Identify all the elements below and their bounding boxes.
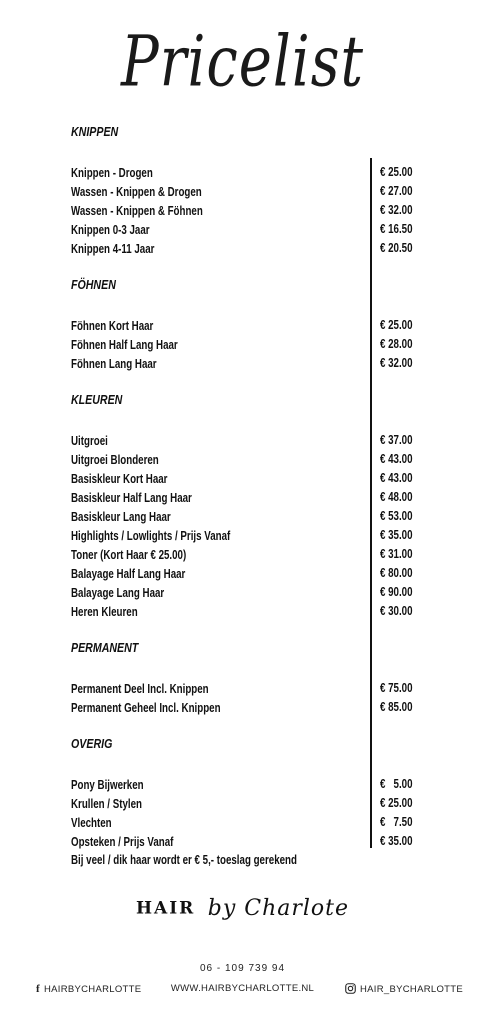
service-price: € 30.00 [380,604,413,618]
service-price: € 27.00 [380,184,413,198]
section-title: OVERIG [71,737,113,751]
facebook-icon: f [36,983,40,995]
facebook-handle: HAIRBYCHARLOTTE [43,984,142,995]
section-title: KLEUREN [71,393,123,407]
service-price: € 20.50 [380,241,413,255]
service-price: € 53.00 [380,509,413,523]
service-price: € 31.00 [380,547,413,561]
section-title: KNIPPEN [71,125,119,139]
service-price: € 25.00 [380,165,413,179]
service-price: € 43.00 [380,471,413,485]
price-row [71,488,431,507]
service-price: € 80.00 [380,566,413,580]
service-price: € 37.00 [380,433,413,447]
service-name: Basiskleur Lang Haar [71,510,171,524]
service-price: € 85.00 [380,700,413,714]
logo-script-text: by Charlote [207,896,350,921]
service-price: € 32.00 [380,203,413,217]
service-name: Permanent Geheel Incl. Knippen [71,701,221,715]
price-row [71,469,431,488]
price-row [71,602,431,621]
price-row [71,201,431,220]
price-row [71,220,431,239]
service-price: € 48.00 [380,490,413,504]
website-link[interactable]: WWW.HAIRBYCHARLOTTE.NL [170,983,315,994]
service-name: Wassen - Knippen & Föhnen [71,204,203,218]
price-row [71,679,431,698]
service-name: Uitgroei [71,434,108,448]
price-row [71,832,431,851]
section-title: FÖHNEN [71,278,116,292]
section-title: PERMANENT [71,641,139,655]
service-name: Föhnen Kort Haar [71,319,154,333]
price-row [71,354,431,373]
price-row [71,507,431,526]
instagram-handle: HAIR_BYCHARLOTTE [360,984,463,995]
service-name: Toner (Kort Haar € 25.00) [71,548,187,562]
service-name: Knippen 4-11 Jaar [71,242,155,256]
logo-hair-text: HAIR [135,898,196,919]
service-price: € 43.00 [380,452,413,466]
price-row [71,583,431,602]
service-name: Permanent Deel Incl. Knippen [71,682,209,696]
service-price: € 7.50 [380,815,413,829]
service-name: Vlechten [71,816,112,830]
footer [0,983,485,997]
section-overig [71,736,431,851]
price-row [71,775,431,794]
price-row [71,813,431,832]
service-name: Krullen / Stylen [71,797,142,811]
service-name: Highlights / Lowlights / Prijs Vanaf [71,529,231,543]
service-name: Föhnen Lang Haar [71,357,157,371]
price-row [71,335,431,354]
service-price: € 16.50 [380,222,413,236]
instagram-link[interactable] [345,983,463,995]
service-name: Knippen 0-3 Jaar [71,223,150,237]
price-row [71,163,431,182]
service-price: € 75.00 [380,681,413,695]
service-name: Föhnen Half Lang Haar [71,338,178,352]
service-name: Wassen - Knippen & Drogen [71,185,202,199]
service-price: € 90.00 [380,585,413,599]
price-row [71,545,431,564]
service-name: Opsteken / Prijs Vanaf [71,835,174,849]
surcharge-note: Bij veel / dik haar wordt er € 5,- toeslag gerekend [71,853,297,867]
brand-logo [0,896,485,932]
price-row [71,239,431,258]
service-name: Knippen - Drogen [71,166,153,180]
service-price: € 5.00 [380,777,413,791]
service-price: € 25.00 [380,796,413,810]
section-permanent [71,640,431,717]
service-price: € 28.00 [380,337,413,351]
service-name: Pony Bijwerken [71,778,144,792]
service-price: € 35.00 [380,834,413,848]
price-list [71,124,431,870]
section-föhnen [71,277,431,373]
price-row [71,526,431,545]
price-row [71,698,431,717]
service-price: € 35.00 [380,528,413,542]
price-row [71,431,431,450]
page-title: Pricelist [121,21,364,104]
service-name: Basiskleur Half Lang Haar [71,491,192,505]
price-row [71,316,431,335]
price-row [71,182,431,201]
service-price: € 32.00 [380,356,413,370]
price-row [71,564,431,583]
service-name: Balayage Lang Haar [71,586,165,600]
instagram-icon [345,983,356,994]
price-row [71,794,431,813]
service-name: Basiskleur Kort Haar [71,472,168,486]
section-kleuren [71,392,431,621]
service-name: Balayage Half Lang Haar [71,567,186,581]
service-name: Uitgroei Blonderen [71,453,159,467]
price-row [71,450,431,469]
service-price: € 25.00 [380,318,413,332]
service-name: Heren Kleuren [71,605,138,619]
section-knippen [71,124,431,258]
phone-number: 06 - 109 739 94 [199,963,286,974]
